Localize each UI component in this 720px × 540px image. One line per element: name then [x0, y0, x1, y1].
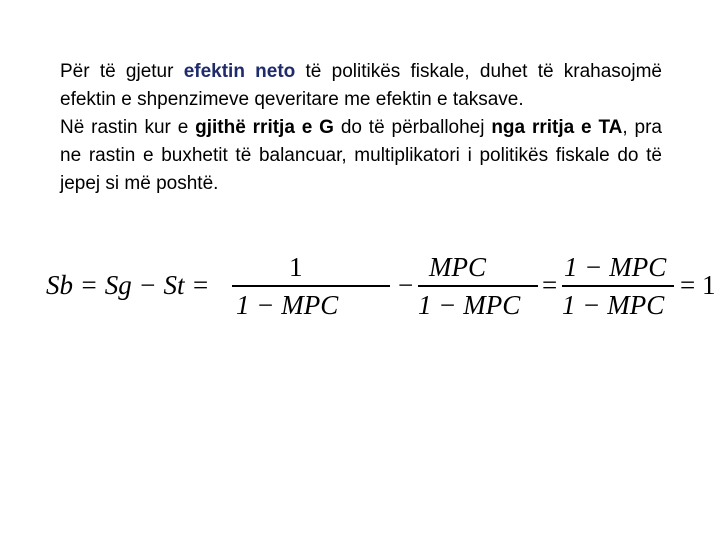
- paragraph1-text-start: Për të gjetur: [60, 61, 184, 82]
- bold-increase-ta: nga rritja e TA: [491, 117, 623, 138]
- formula-lhs: Sb = Sg − St =: [46, 270, 210, 300]
- formula-minus: −: [398, 270, 414, 300]
- formula-equals: =: [542, 270, 558, 300]
- fraction1-numerator: 1: [289, 252, 303, 282]
- paragraph2-text-end: , pra ne rastin e buxhetit të balancuar, multiplikatori i politikës fiskale do të jepej si më poshtë.: [60, 117, 663, 194]
- paragraph-net-effect: [60, 58, 662, 114]
- formula-result: = 1: [680, 270, 716, 300]
- multiplier-formula: [46, 250, 716, 330]
- fraction3-numerator: 1 − MPC: [564, 252, 667, 282]
- fraction3-bar: [562, 285, 674, 287]
- paragraph1-text-end: të politikës fiskale, duhet të krahasojmë efektin e shpenzimeve qeveritare me efektin e taksave.: [60, 61, 662, 110]
- highlight-net-effect: efektin neto: [183, 61, 296, 82]
- fraction3-denominator: 1 − MPC: [562, 290, 665, 320]
- fraction2-bar: [418, 285, 538, 287]
- paragraph-balanced-budget: [60, 114, 662, 198]
- paragraph2-text-start: Në rastin kur e: [60, 117, 196, 138]
- fraction2-numerator: MPC: [429, 252, 486, 282]
- paragraph2-text-middle: do të përballohej: [333, 117, 492, 138]
- bold-increase-g: gjithë rritja e G: [195, 117, 334, 138]
- fraction1-bar: [232, 285, 390, 287]
- fraction1-denominator: 1 − MPC: [236, 290, 339, 320]
- fraction2-denominator: 1 − MPC: [418, 290, 521, 320]
- body-text: [60, 58, 662, 198]
